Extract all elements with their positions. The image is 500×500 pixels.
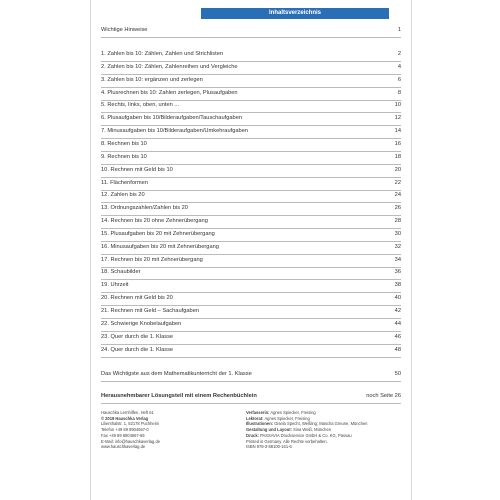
- credit-label: Gestaltung und Layout:: [246, 427, 292, 433]
- toc-item-page: 12: [394, 115, 401, 122]
- footer-left-line: Lilienthalstr. 1, 82178 Puchheim: [101, 421, 160, 427]
- toc-item-title: 18. Schaubilder: [101, 269, 141, 276]
- toc-item-page: 16: [394, 140, 401, 147]
- credit-line: [246, 444, 367, 450]
- toc-item-page: 30: [394, 230, 401, 237]
- credit-label: Verfasserin:: [246, 410, 270, 415]
- toc-row: [101, 281, 401, 293]
- footer-left-line: E-Mail: info@hauschkaverlag.de: [101, 438, 160, 444]
- toc-item-title: 11. Flächenformen: [101, 179, 148, 186]
- toc-row: [101, 268, 401, 280]
- toc-item-page: 36: [394, 269, 401, 276]
- toc-item-page: 2: [397, 51, 401, 57]
- toc-item-title: 8. Rechnen bis 10: [101, 140, 147, 147]
- toc-solution-page: noch Seite 26: [366, 393, 401, 399]
- toc-row: [101, 166, 401, 178]
- toc-row: [101, 230, 401, 242]
- toc-item-title: 22. Schwierige Knobelaufgaben: [101, 320, 182, 327]
- toc-row: [101, 204, 401, 216]
- credit-value: Agnes Spiecker, Freising: [270, 410, 316, 415]
- toc-item-title: 2. Zahlen bis 10: Zählen, Zahlenreihen und Vergleiche: [101, 63, 238, 70]
- toc-item-title: 3. Zahlen bis 10: ergänzen und zerlegen: [101, 76, 203, 83]
- toc-row: [101, 307, 401, 319]
- toc-row: [101, 320, 401, 332]
- toc-item-page: 24: [394, 192, 401, 199]
- toc-row: [101, 191, 401, 203]
- footer-left-line: © 2019 Hauschka Verlag: [101, 415, 149, 421]
- toc-item-page: 8: [397, 89, 401, 96]
- credit-value: ISBN 978-3-88100-161-6: [246, 444, 292, 450]
- toc-item-title: 20. Rechnen mit Geld bis 20: [101, 295, 173, 302]
- credit-label: Druck:: [246, 432, 259, 438]
- toc-row: [101, 114, 401, 126]
- toc-row: [101, 346, 401, 358]
- toc-item-title: 4. Plusrechnen bis 10: Zahlen zerlegen, Plusaufgaben: [101, 89, 238, 96]
- toc-item-page: 48: [394, 346, 401, 353]
- toc-intro-title: Wichtige Hinweise: [101, 27, 148, 33]
- toc-item-page: 18: [394, 153, 401, 160]
- toc-item-page: 20: [394, 166, 401, 173]
- toc-item-title: 5. Rechts, links, oben, unten ...: [101, 102, 180, 109]
- toc-item-page: 26: [394, 205, 401, 212]
- credit-label: Lektorat:: [246, 415, 264, 421]
- toc-item-page: 6: [397, 76, 401, 83]
- toc-item-title: 10. Rechnen mit Geld bis 10: [101, 166, 173, 173]
- toc-solution-title: Herausnehmbarer Lösungsteil mit einem Rechenbüchlein: [101, 393, 257, 399]
- credit-value: Sina Weiß, München: [293, 427, 332, 433]
- toc-row: [101, 127, 401, 139]
- toc-row: [101, 50, 401, 62]
- toc-item-page: 44: [394, 320, 401, 327]
- toc-item-title: 21. Rechnen mit Geld – Sachaufgaben: [101, 308, 200, 314]
- toc-item-page: 38: [394, 282, 401, 289]
- footer-left-line: Telefon +49 89 8904667-0: [101, 427, 149, 433]
- toc-row: [101, 63, 401, 75]
- toc-item-page: 14: [394, 128, 401, 135]
- toc-item-title: 16. Minusaufgaben bis 20 mit Zehnerübergang: [101, 243, 219, 250]
- toc-intro-page: 1: [397, 27, 401, 33]
- footer-left-line: Hauschka Lernhilfen, Heft 61: [101, 410, 154, 415]
- toc-item-title: 23. Quer durch die 1. Klasse: [101, 333, 174, 340]
- toc-item-title: 24. Quer durch die 1. Klasse: [101, 346, 174, 353]
- toc-item-page: 32: [394, 243, 401, 250]
- toc-row: [101, 153, 401, 165]
- credit-value: Gisela Specht, Weßling; Mascha Greune, München: [274, 421, 368, 427]
- toc-row-intro: [101, 26, 401, 38]
- toc-header: Inhaltsverzeichnis: [201, 8, 389, 19]
- toc-item-page: 46: [394, 333, 401, 340]
- toc-item-page: 34: [394, 256, 401, 263]
- toc-item-title: 13. Ordnungszahlen/Zahlen bis 20: [101, 205, 188, 212]
- document-page: [90, 0, 412, 500]
- toc-row: [101, 76, 401, 88]
- toc-item-title: 1. Zahlen bis 10: Zählen, Zahlen und Strichlisten: [101, 51, 224, 57]
- publisher-info: [101, 410, 160, 450]
- toc-summary-title: Das Wichtigste aus dem Mathematikunterricht der 1. Klasse: [101, 371, 252, 377]
- toc-item-title: 12. Zahlen bis 20: [101, 192, 145, 199]
- credit-value: Agnes Spiecker, Freising: [264, 415, 310, 421]
- toc-item-page: 40: [394, 295, 401, 302]
- toc-item-title: 6. Plusaufgaben bis 10/Bilderaufgaben/Tauschaufgaben: [101, 115, 243, 122]
- credits-info: [246, 410, 367, 450]
- toc-row: [101, 179, 401, 191]
- credit-value: PASSAVIA Druckservice GmbH & Co. KG, Passau: [260, 432, 352, 438]
- footer-left-line: www.hauschkaverlag.de: [101, 444, 146, 450]
- toc-item-title: 15. Plusaufgaben bis 20 mit Zehnerübergang: [101, 230, 215, 237]
- toc-item-page: 10: [394, 102, 401, 109]
- toc-row: [101, 140, 401, 152]
- toc-item-title: 9. Rechnen bis 10: [101, 153, 147, 160]
- toc-item-title: 17. Rechnen bis 20 mit Zehnerübergang: [101, 256, 203, 263]
- toc-row: [101, 256, 401, 268]
- toc-item-page: 42: [394, 308, 401, 314]
- toc-row: [101, 333, 401, 345]
- toc-item-title: 19. Uhrzeit: [101, 282, 129, 289]
- toc-row: [101, 89, 401, 101]
- toc-summary-page: 50: [394, 371, 401, 377]
- toc-row: [101, 243, 401, 255]
- toc-row: [101, 101, 401, 113]
- footer-left-line: Fax +49 89 8904667-69: [101, 432, 145, 438]
- credit-value: Printed in Germany. Alle Rechte vorbehalten.: [246, 438, 328, 444]
- toc-item-page: 4: [397, 63, 401, 70]
- toc-item-page: 28: [394, 218, 401, 225]
- toc-item-title: 14. Rechnen bis 20 ohne Zehnerübergang: [101, 218, 208, 225]
- toc-row: [101, 217, 401, 229]
- toc-row-solution: [101, 392, 401, 404]
- toc-item-title: 7. Minusaufgaben bis 10/Bilderaufgaben/Umkehraufgaben: [101, 128, 249, 135]
- toc-item-page: 22: [394, 179, 401, 186]
- toc-row-summary: [101, 370, 401, 382]
- toc-row: [101, 294, 401, 306]
- credit-label: Illustrationen:: [246, 421, 274, 427]
